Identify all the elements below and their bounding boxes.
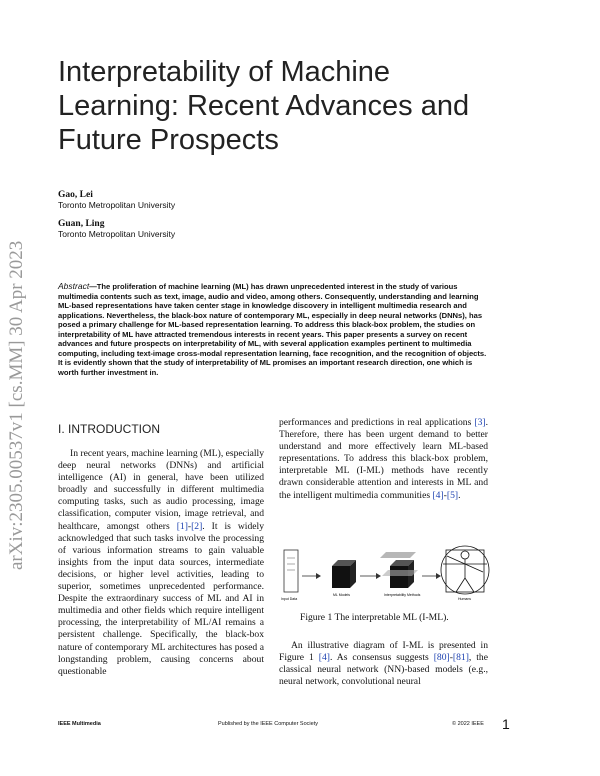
text: - — [443, 489, 447, 501]
abstract-text: —The proliferation of machine learning (ML) has drawn unprecedented interest in the study of various multimedia contents such as text, image, audio and video, among others. Consequently, understanding and learning ML-based representations have taken center stage in knowledge discovery in intelligent multimedia research and applications. Nevertheless, the black-box nature of contemporary ML, especially in deep neural networks (DNNs), has posed a primary challenge for ML-based representation learning. To address this black-box problem, the studies on interpretability of ML have attracted tremendous interests in recent years. This paper presents a survey on recent advances and future prospects on interpretability of ML, with several application examples pertinent to multimedia computing, including text-image cross-modal representation learning, face recognition, and the recognition of objects. It is evidently shown that the study of interpretability of ML promises an important research direction, one which is worth further investment in. — [58, 282, 487, 377]
author-2 — [58, 219, 175, 239]
text: An illustrative diagram of I-ML is presented in Figure 1 — [279, 640, 488, 664]
figure-caption: Figure 1 The interpretable ML (I-ML). — [300, 612, 449, 623]
intro-column-2-paragraph-1 — [279, 417, 488, 502]
arxiv-identifier: arXiv:2305.00537v1 [cs.MM] 30 Apr 2023 — [6, 240, 27, 570]
text: performances and predictions in real applications — [279, 417, 475, 428]
text: - — [187, 520, 192, 532]
text: , the classical neural network (NN)-based models (e.g., neural network, convolutional neural — [279, 652, 488, 688]
author-name: Guan, Ling — [58, 219, 105, 229]
author-name: Gao, Lei — [58, 190, 93, 200]
text: In recent years, machine learning (ML), especially deep neural networks (DNNs) and artificial intelligence (AI) in general, have been utilized broadly and successfully in different multimedia computing tasks, such as audio processing, image classification, computer vision, image retrieval, and healthcare, amongst others — [58, 448, 264, 532]
figure-label: Humans — [458, 597, 472, 601]
paper-title: Interpretability of Machine Learning: Recent Advances and Future Prospects — [58, 56, 470, 156]
citation-link[interactable]: [3] — [474, 417, 486, 428]
intro-column-2-paragraph-2 — [279, 640, 488, 688]
footer-copyright: © 2022 IEEE — [452, 721, 484, 727]
citation-link[interactable]: [2] — [191, 520, 203, 532]
author-affiliation: Toronto Metropolitan University — [58, 200, 176, 210]
text: - — [449, 652, 453, 664]
figure-1 — [280, 540, 490, 605]
author-affiliation: Toronto Metropolitan University — [58, 229, 176, 239]
page-number: 1 — [502, 716, 510, 732]
figure-label: Input Data — [281, 597, 298, 601]
figure-label: Interpretability Methods — [384, 593, 421, 597]
abstract — [58, 282, 490, 377]
citation-link[interactable]: [80] — [433, 652, 450, 664]
figure-diagram — [280, 540, 490, 605]
citation-link[interactable]: [5] — [446, 489, 459, 501]
input-data-icon — [284, 550, 298, 592]
human-icon — [441, 546, 489, 594]
figure-label: ML Models — [333, 593, 350, 597]
intro-column-1 — [58, 448, 264, 678]
citation-link[interactable]: [4] — [432, 489, 444, 501]
abstract-lead: Abstract — [58, 281, 90, 291]
citation-link[interactable]: [4] — [318, 652, 330, 664]
citation-link[interactable]: [1] — [176, 520, 188, 532]
section-heading: I. INTRODUCTION — [58, 422, 160, 436]
text: . As consensus suggests — [329, 652, 434, 664]
interpretability-cube-icon — [380, 552, 418, 588]
cube-icon — [332, 560, 356, 588]
footer-journal: IEEE Multimedia — [58, 721, 101, 727]
author-1 — [58, 190, 175, 210]
footer-publisher: Published by the IEEE Computer Society — [218, 721, 318, 727]
text: . Therefore, there has been urgent demand to better understand and more effectively learn ML-based representations. To address this black-box problem, interpretable ML (I-ML) methods have recently drawn considerable attention and interests in ML and the intelligent multimedia communities — [279, 417, 488, 501]
citation-link[interactable]: [81] — [452, 652, 469, 664]
text: . — [458, 489, 461, 501]
text: . It is widely acknowledged that such tasks involve the processing of various information streams to gain valuable insights from the input data sources, intermediate decisions, or higher level activities, leading to superior, sometimes unprecedented performance. Despite the extraordinary success of ML and AI in multimedia and other fields which require intelligent processing, the interpretability of ML/AI remains a persistent challenge. Specifically, the black-box nature of contemporary ML architectures has posed a longstanding problem, causing concerns about questionable — [58, 520, 264, 677]
